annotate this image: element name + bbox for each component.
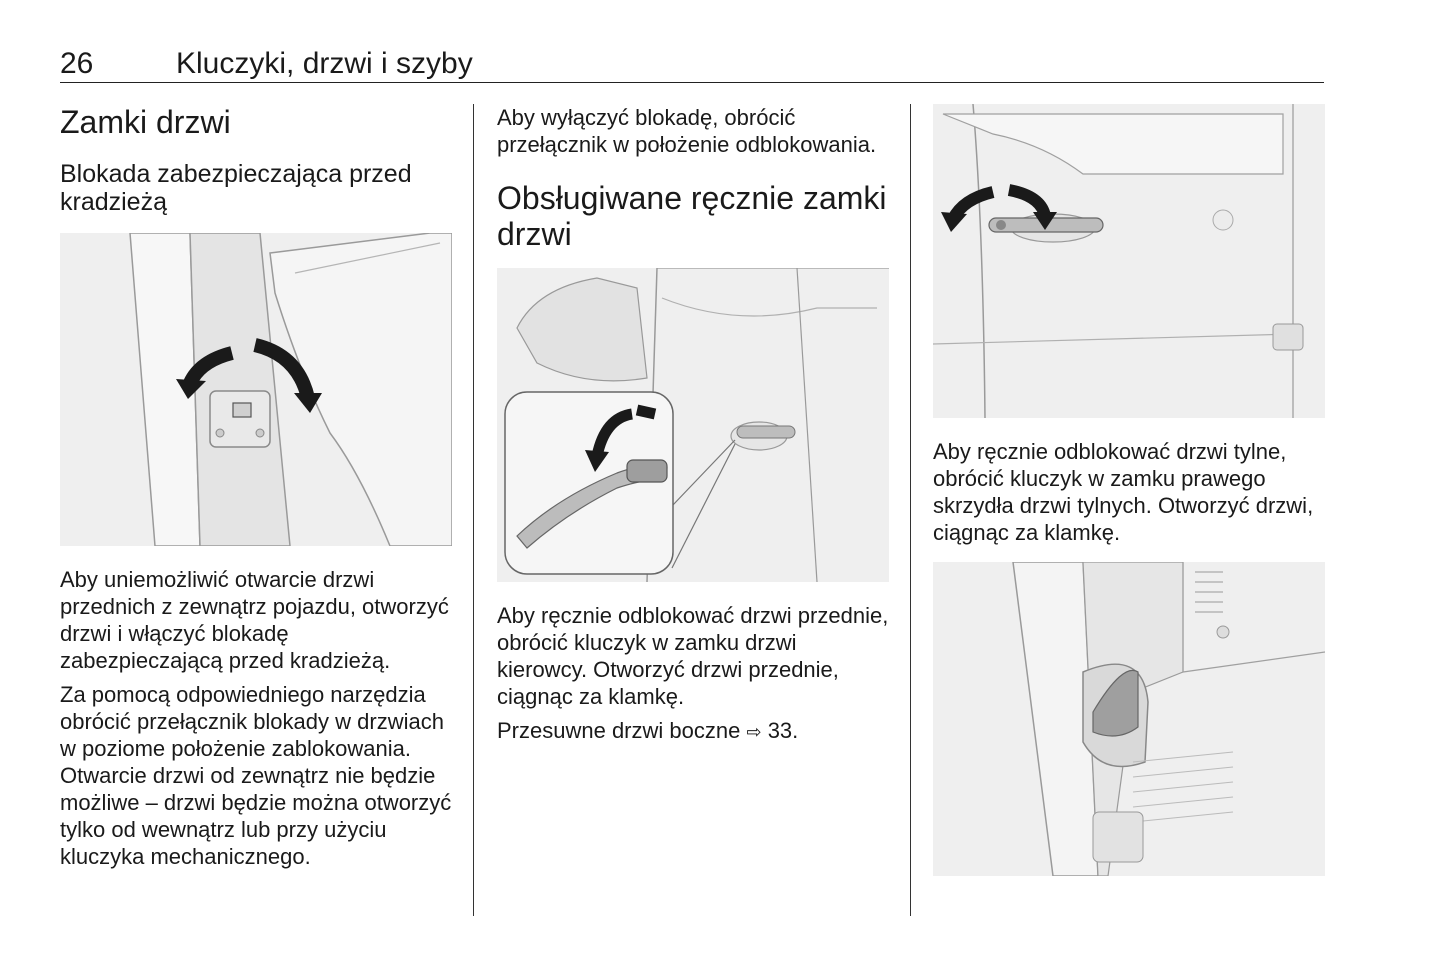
figure-door-lock-switch bbox=[60, 233, 452, 546]
section-title: Kluczyki, drzwi i szyby bbox=[176, 47, 473, 80]
heading-manual-door-locks: Obsługiwane ręcznie zamki drzwi bbox=[497, 180, 887, 252]
page-number: 26 bbox=[60, 47, 94, 80]
crossref-text: Przesuwne drzwi boczne bbox=[497, 718, 741, 743]
column-2 bbox=[497, 100, 889, 746]
column-1 bbox=[60, 100, 452, 870]
heading-door-locks: Zamki drzwi bbox=[60, 104, 231, 140]
column-divider bbox=[910, 104, 911, 916]
crossref-page-link[interactable]: 33. bbox=[767, 718, 799, 743]
cross-reference bbox=[497, 717, 889, 746]
page-header bbox=[60, 44, 1324, 83]
figure-rear-door-handle bbox=[933, 104, 1325, 418]
paragraph: Aby uniemożliwić otwarcie drzwi przednich z zewnątrz pojazdu, otworzyć drzwi i włączyć blokadę zabezpieczającą przed kradzieżą. bbox=[60, 567, 449, 673]
subheading-anti-theft-lock: Blokada zabezpieczająca przed kradzieżą bbox=[60, 160, 412, 216]
paragraph: Aby ręcznie odblokować drzwi przednie, obrócić kluczyk w zamku drzwi kierowcy. Otworzyć drzwi przednie, ciągnąc za klamkę. bbox=[497, 603, 889, 709]
figure-rear-door-lock bbox=[933, 562, 1325, 876]
paragraph: Aby ręcznie odblokować drzwi tylne, obrócić kluczyk w zamku prawego skrzydła drzwi tylnych. Otworzyć drzwi, ciągnąc za klamkę. bbox=[933, 439, 1314, 545]
column-3 bbox=[933, 100, 1325, 876]
column-divider bbox=[473, 104, 474, 916]
crossref-arrow-icon: ⇨ bbox=[746, 722, 762, 743]
figure-front-door-handle bbox=[497, 268, 889, 582]
paragraph: Aby wyłączyć blokadę, obrócić przełącznik w położenie odblokowania. bbox=[497, 105, 877, 157]
paragraph: Za pomocą odpowiedniego narzędzia obrócić przełącznik blokady w drzwiach w poziome położenie zablokowania. Otwarcie drzwi od zewnątrz nie będzie możliwe – drzwi będzie można otworzyć tylko od wewnątrz lub przy użyciu kluczyka mechanicznego. bbox=[60, 682, 452, 869]
